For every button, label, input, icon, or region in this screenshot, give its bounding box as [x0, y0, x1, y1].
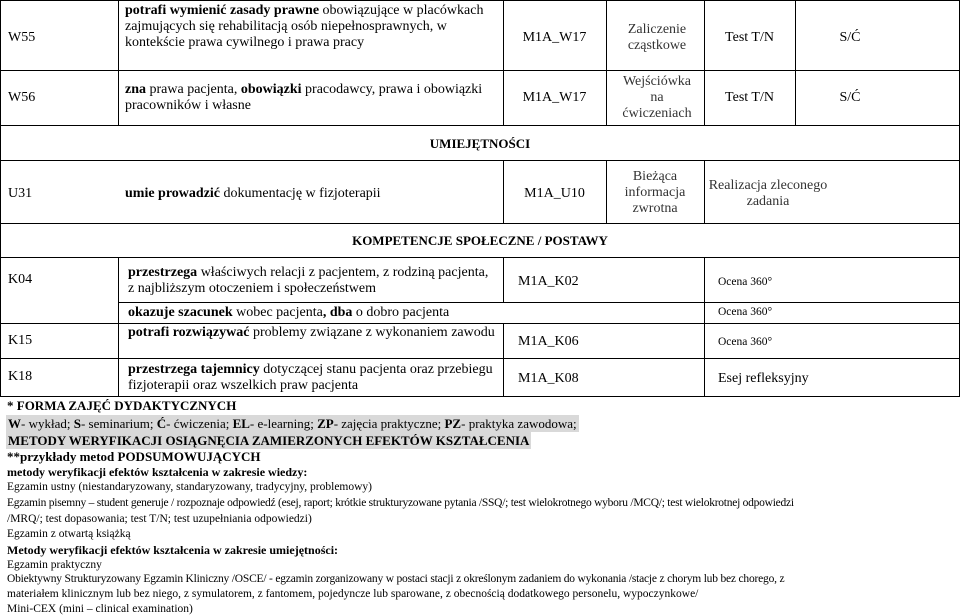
row-method: Bieżąca informacja zwrotna [624, 169, 686, 216]
description-bold: zna [125, 82, 146, 97]
mini-cex: Mini-CEX (mini – clinical examination) [7, 603, 193, 615]
oral-exam: Egzamin ustny (niestandaryzowany, standaryzowany, tradycyjny, problemowy) [7, 481, 373, 493]
description-bold: potrafi wymienić zasady prawne [125, 3, 320, 18]
osce-exam: Obiektywny Strukturyzowany Egzamin Kliniczny /OSCE/ - egzamin zorganizowany w postaci stacji z określonym zadaniem do wykonania /stacje z chorym lub bez chorego, z [7, 573, 785, 585]
row-reference: M1A_W17 [522, 30, 587, 45]
row-code: W56 [8, 90, 36, 105]
description-bold: , dba [322, 305, 353, 320]
description-bold: przestrzega [128, 265, 198, 280]
row-description: zna prawa pacjenta, obowiązki pracodawcy, prawa i obowiązki pracowników i własne [125, 82, 483, 113]
row-type: S/Ć [839, 90, 861, 105]
row-code: K04 [8, 272, 33, 287]
skills-methods-title: Metody weryfikacji efektów kształcenia w zakresie umiejętności: [7, 543, 339, 557]
row-reference: M1A_K02 [518, 274, 579, 289]
row-method: Ocena 360° [718, 336, 773, 348]
row-description: przestrzega tajemnicy dotyczącej stanu pacjenta oraz przebiegu fizjoterapii oraz wszelkich praw pacjenta [128, 362, 493, 393]
row-description: okazuje szacunek wobec pacjenta, dba o dobro pacjenta [128, 305, 450, 320]
forms-title: * FORMA ZAJĘĆ DYDAKTYCZNYCH [7, 398, 237, 413]
examples-title: **przykłady metod PODSUMOWUJĄCYCH [7, 449, 261, 464]
row-code: U31 [8, 186, 33, 201]
open-book-exam: Egzamin z otwartą książką [7, 528, 131, 540]
description-bold: okazuje szacunek [128, 305, 233, 320]
written-exam: Egzamin pisemny – student generuje / rozpoznaje odpowiedź (esej, raport; krótkie strukturyzowane pytania /SSQ/; test wielokrotnego wyboru /MCQ/; test wielokrotnej odpowiedzi [7, 497, 794, 509]
row-code: K18 [8, 369, 33, 384]
row-type: S/Ć [839, 30, 861, 45]
methods-title: METODY WERYFIKACJI OSIĄGNĘCIA ZAMIERZONYCH EFEKTÓW KSZTAŁCENIA [8, 433, 530, 448]
row-method: Ocena 360° [718, 276, 773, 288]
skills-section-header: UMIEJĘTNOŚCI [429, 136, 531, 151]
description-bold: umie prowadzić [125, 186, 221, 201]
description-bold: obowiązki [240, 82, 302, 97]
social-section-header: KOMPETENCJE SPOŁECZNE / POSTAWY [352, 233, 608, 248]
row-form: Test T/N [725, 90, 774, 105]
description-bold: przestrzega tajemnicy [128, 362, 260, 377]
row-description: przestrzega właściwych relacji z pacjentem, z rodziną pacjenta, z najbliższym otoczeniem i społeczeństwem [128, 265, 489, 296]
description-text: obowiązujące w placówkach zajmujących się rehabilitacją osób niepełnosprawnych, w kontekście prawa cywilnego i prawa pracy [125, 3, 484, 50]
row-form: Test T/N [725, 30, 774, 45]
row-method: Zaliczenie cząstkowe [627, 22, 687, 53]
osce-exam-cont: materiałem klinicznym lub bez niego, z symulatorem, z fantomem, pojedyncze lub sparowane, z obecnością dodatkowego personelu, wypoczynkowe/ [7, 588, 699, 600]
row-description [125, 3, 497, 51]
row-code: K15 [8, 333, 33, 348]
practical-exam: Egzamin praktyczny [7, 559, 102, 571]
row-reference: M1A_U10 [524, 186, 585, 201]
row-reference: M1A_W17 [522, 90, 587, 105]
row-reference: M1A_K06 [518, 334, 579, 349]
row-method: Esej refleksyjny [718, 371, 809, 386]
row-method: Wejściówka na ćwiczeniach [622, 74, 692, 121]
row-method: Ocena 360° [718, 306, 773, 318]
knowledge-methods-title: metody weryfikacji efektów kształcenia w zakresie wiedzy: [7, 465, 308, 479]
row-description: potrafi rozwiązywać problemy związane z wykonaniem zawodu [128, 325, 495, 340]
row-code: W55 [8, 30, 36, 45]
row-form: Realizacja zleconego zadania [708, 178, 828, 209]
row-reference: M1A_K08 [518, 371, 579, 386]
written-exam-cont: /MRQ/; test dopasowania; test T/N; test uzupełniania odpowiedzi) [7, 513, 312, 525]
description-bold: potrafi rozwiązywać [128, 325, 250, 340]
forms-legend: W- wykład; S- seminarium; Ć- ćwiczenia; EL- e-learning; ZP- zajęcia praktyczne; PZ- praktyka zawodowa; [8, 416, 577, 431]
row-description: umie prowadzić dokumentację w fizjoterapii [125, 186, 381, 201]
